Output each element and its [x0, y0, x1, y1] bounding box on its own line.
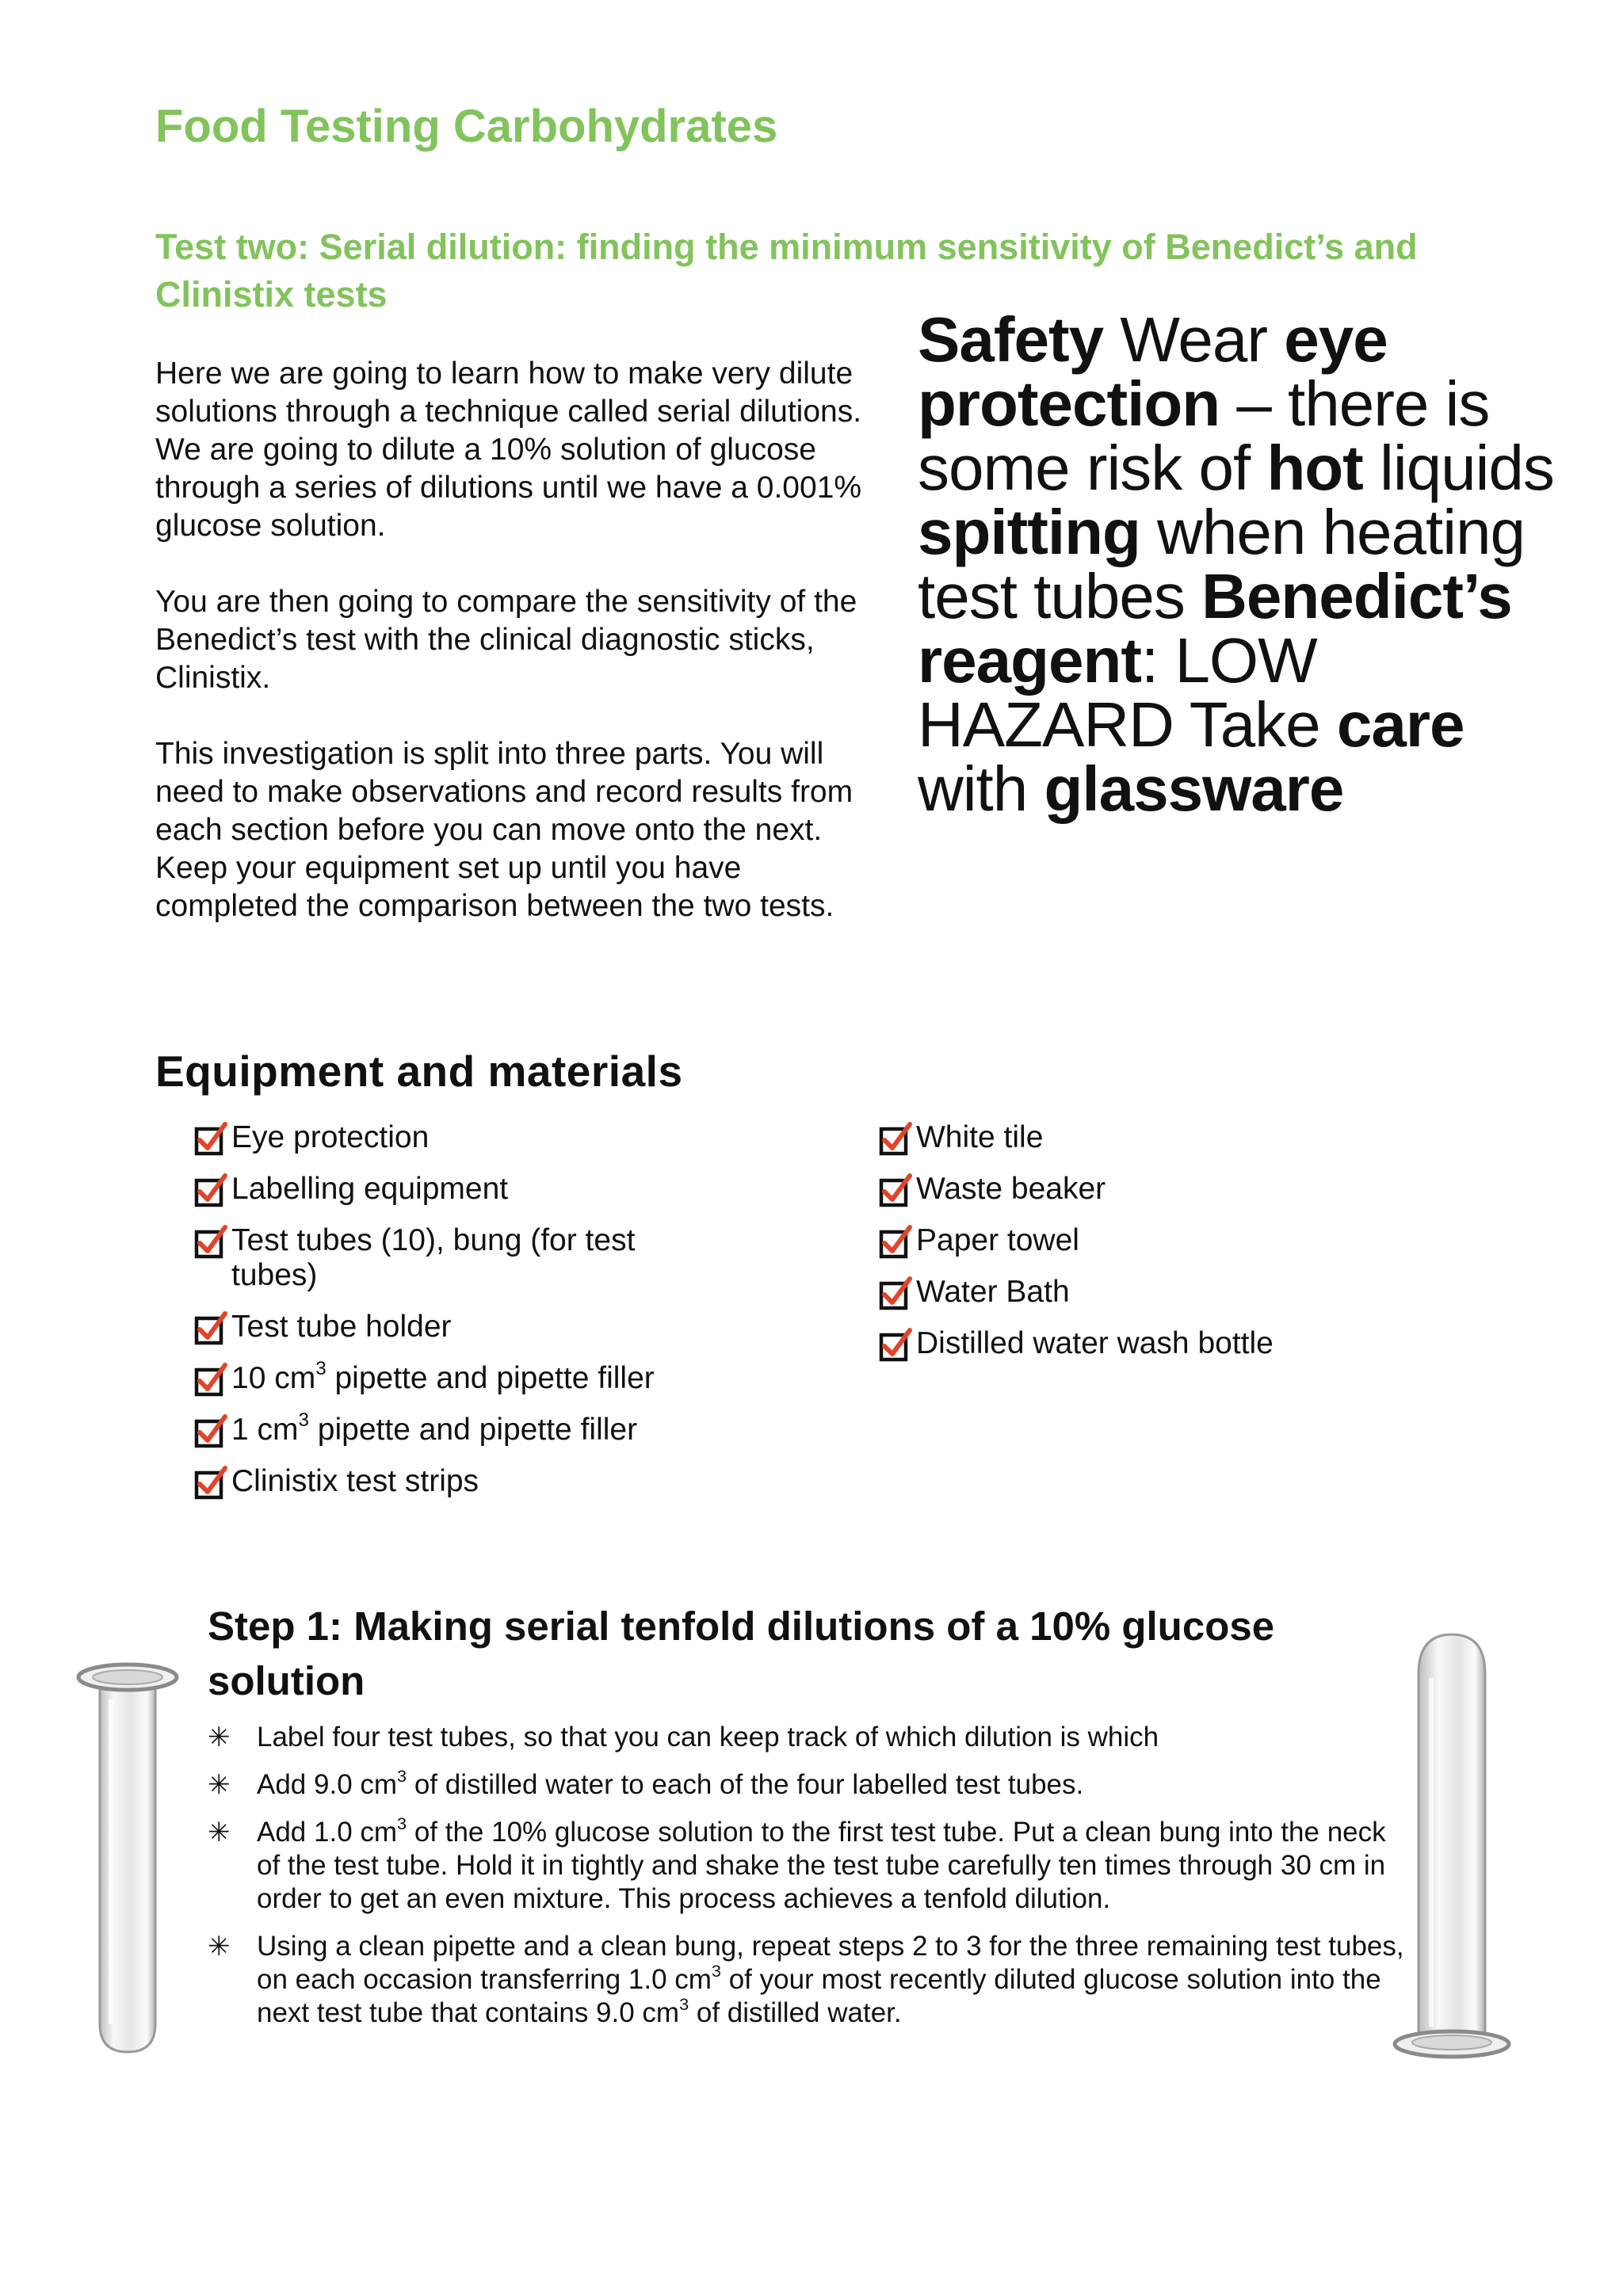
instruction-item [208, 1721, 1412, 1754]
equipment-item-label [231, 1358, 655, 1395]
equipment-item-label: Clinistix test strips [231, 1464, 479, 1498]
superscript: 3 [298, 1409, 309, 1432]
equipment-item [840, 1223, 1522, 1258]
equipment-item-label: Test tube holder [231, 1310, 452, 1344]
equipment-item [155, 1358, 758, 1396]
equipment-item [155, 1409, 758, 1447]
safety-text: when heating test tubes [918, 497, 1525, 631]
asterisk-bullet-icon: ✳ [208, 1817, 231, 1848]
safety-text: with [918, 753, 1044, 824]
page-title: Food Testing Carbohydrates [155, 101, 778, 152]
equipment-item [840, 1120, 1522, 1155]
intro-text [155, 355, 884, 963]
instruction-item [208, 1765, 1412, 1802]
superscript: 3 [711, 1960, 721, 1981]
instruction-segment: of distilled water to each of the four labelled test tubes. [407, 1769, 1084, 1800]
intro-paragraph: This investigation is split into three parts. You will need to make observations and record results from each section before you can move onto the next. Keep your equipment set up until you have completed the comparison between the two tests. [155, 737, 854, 923]
instruction-segment: Add 1.0 cm [257, 1817, 398, 1848]
equipment-item-label: Labelling equipment [231, 1172, 509, 1206]
safety-text: spitting [918, 497, 1140, 567]
superscript: 3 [397, 1813, 407, 1833]
intro-paragraph: Here we are going to learn how to make very dilute solutions through a technique called serial dilutions. We are going to dilute a 10% solution of glucose through a series of dilutions until we have a 0.001% glucose solution. [155, 357, 862, 543]
instruction-segment: Add 9.0 cm [257, 1769, 398, 1800]
safety-text: liquids [1362, 433, 1554, 503]
equipment-item-text: pipette and pipette filler [326, 1361, 655, 1395]
checkbox-checked-icon [193, 1466, 228, 1501]
checkbox-checked-icon [193, 1173, 228, 1208]
equipment-item-text: 1 cm [231, 1413, 299, 1447]
instruction-segment: of the 10% glucose solution to the first test tube. Put a clean bung into the neck of the test tube. Hold it in tightly and shake the test tube carefully ten times through 30 cm in order to get an even mixture. This process achieves a tenfold dilution. [257, 1817, 1386, 1914]
safety-notice [918, 304, 1568, 824]
test-tube-illustration [76, 1652, 195, 2064]
safety-text: eye protection [918, 304, 1388, 439]
equipment-heading: Equipment and materials [155, 1047, 683, 1096]
checkbox-checked-icon [193, 1311, 228, 1346]
safety-text: : LOW HAZARD Take [918, 625, 1337, 760]
equipment-item-label [231, 1409, 638, 1447]
equipment-item [840, 1172, 1522, 1207]
equipment-item-label: White tile [916, 1120, 1044, 1154]
equipment-item [155, 1464, 758, 1499]
safety-text: – there is some risk of [918, 368, 1490, 503]
step1-instructions [208, 1721, 1412, 2044]
equipment-list-right [840, 1120, 1522, 1361]
equipment-item [155, 1310, 758, 1344]
safety-text: hot [1266, 433, 1363, 503]
equipment-item [840, 1275, 1522, 1310]
checkbox-checked-icon [878, 1122, 913, 1157]
superscript: 3 [315, 1358, 327, 1380]
safety-text: glassware [1044, 753, 1344, 824]
asterisk-bullet-icon: ✳ [208, 1932, 231, 1962]
instruction-item [208, 1813, 1412, 1916]
test-heading: Test two: Serial dilution: finding the minimum sensitivity of Benedict’s and Clinistix tests [155, 227, 1418, 315]
checkbox-checked-icon [193, 1414, 228, 1449]
equipment-item-text: 10 cm [231, 1361, 316, 1395]
instruction-segment: of distilled water. [689, 1997, 902, 2028]
equipment-list-left [155, 1120, 758, 1499]
equipment-item [155, 1120, 758, 1155]
equipment-item-label: Test tubes (10), bung (for test tubes) [231, 1223, 636, 1292]
equipment-item [155, 1172, 758, 1207]
checkbox-checked-icon [878, 1225, 913, 1260]
instruction-text [257, 1765, 1084, 1800]
equipment-item-label: Water Bath [916, 1275, 1070, 1309]
equipment-item-label: Eye protection [231, 1120, 430, 1154]
step1-heading: Step 1: Making serial tenfold dilutions of a 10% glucose solution [208, 1604, 1275, 1703]
equipment-item [840, 1326, 1522, 1361]
superscript: 3 [397, 1765, 407, 1786]
checkbox-checked-icon [878, 1276, 913, 1311]
instruction-item [208, 1930, 1412, 2030]
checkbox-checked-icon [878, 1173, 913, 1208]
safety-text: Benedict’s reagent [918, 561, 1512, 696]
equipment-item-text: pipette and pipette filler [308, 1413, 638, 1447]
superscript: 3 [679, 1993, 689, 2014]
checkbox-checked-icon [193, 1363, 228, 1398]
instruction-text [257, 1813, 1386, 1914]
equipment-item-label: Waste beaker [916, 1172, 1106, 1206]
checkbox-checked-icon [193, 1225, 228, 1260]
checkbox-checked-icon [193, 1122, 228, 1157]
instruction-text [257, 1931, 1404, 2028]
checkbox-checked-icon [878, 1328, 913, 1363]
asterisk-bullet-icon: ✳ [208, 1722, 231, 1753]
safety-text: Wear [1103, 304, 1285, 375]
equipment-item-label: Paper towel [916, 1223, 1079, 1257]
equipment-item-label: Distilled water wash bottle [916, 1326, 1274, 1360]
equipment-item [155, 1223, 643, 1293]
safety-text: Safety [918, 304, 1104, 375]
instruction-segment: Using a clean pipette and a clean bung, repeat steps 2 to 3 for the three remaining test tubes, on each occasion transferring 1.0 cm [257, 1931, 1404, 1995]
asterisk-bullet-icon: ✳ [208, 1770, 231, 1800]
instruction-segment: of your most recently diluted glucose solution into the next test tube that contains 9.0 cm [257, 1964, 1381, 2028]
instruction-text: Label four test tubes, so that you can keep track of which dilution is which [257, 1722, 1159, 1753]
intro-paragraph: You are then going to compare the sensitivity of the Benedict’s test with the clinical diagnostic sticks, Clinistix. [155, 585, 857, 695]
safety-text: care [1336, 689, 1465, 760]
